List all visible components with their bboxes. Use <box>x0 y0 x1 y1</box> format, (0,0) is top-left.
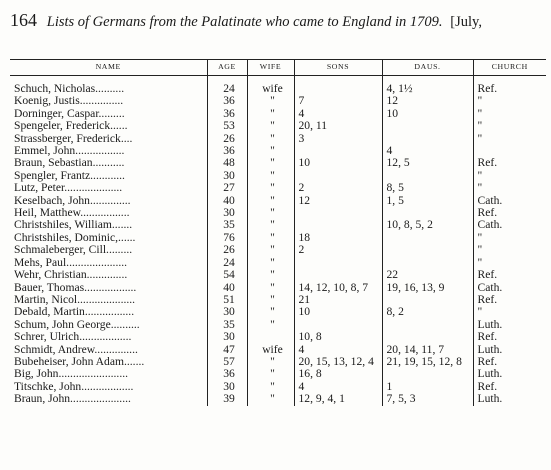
sons-cell: 7 <box>294 95 382 107</box>
age-cell: 24 <box>207 83 247 95</box>
wife-cell: wife <box>247 344 294 356</box>
wife-cell: " <box>247 157 294 169</box>
church-cell: " <box>473 133 546 145</box>
church-cell: Ref. <box>473 331 546 343</box>
sons-cell: 21 <box>294 294 382 306</box>
church-cell: Luth. <box>473 344 546 356</box>
name-cell: Debald, Martin................. <box>14 305 135 319</box>
page-title: Lists of Germans from the Palatinate who came to England in 1709. <box>46 14 443 30</box>
wife-cell: " <box>247 269 294 281</box>
church-cell: Ref. <box>473 207 546 219</box>
emigrant-table <box>10 59 546 406</box>
table-row <box>10 219 546 231</box>
wife-cell: " <box>247 282 294 294</box>
wife-cell: " <box>247 207 294 219</box>
sons-cell: 16, 8 <box>294 368 382 380</box>
table-row <box>10 244 546 256</box>
wife-cell: " <box>247 381 294 393</box>
church-cell: " <box>473 306 546 318</box>
church-cell: " <box>473 95 546 107</box>
wife-cell: " <box>247 356 294 368</box>
wife-cell: " <box>247 95 294 107</box>
church-cell: Ref. <box>473 83 546 95</box>
table-row <box>10 306 546 318</box>
table-row <box>10 269 546 281</box>
name-cell: Big, John........................ <box>14 367 129 381</box>
age-cell: 47 <box>207 344 247 356</box>
sons-cell <box>294 257 382 269</box>
wife-cell: " <box>247 294 294 306</box>
church-cell: " <box>473 244 546 256</box>
church-cell: Ref. <box>473 157 546 169</box>
age-cell: 36 <box>207 145 247 157</box>
wife-cell: " <box>247 244 294 256</box>
wife-cell: " <box>247 182 294 194</box>
daughters-cell: 1, 5 <box>382 195 473 207</box>
daughters-cell <box>382 331 473 343</box>
name-cell: Keselbach, John.............. <box>14 193 131 207</box>
church-cell: Cath. <box>473 282 546 294</box>
daughters-cell <box>382 368 473 380</box>
name-cell: Martin, Nicol.................... <box>14 292 136 306</box>
age-cell: 36 <box>207 95 247 107</box>
church-cell: Luth. <box>473 368 546 380</box>
sons-cell <box>294 269 382 281</box>
church-cell: " <box>473 232 546 244</box>
sons-cell: 4 <box>294 381 382 393</box>
age-cell: 27 <box>207 182 247 194</box>
column-header-age: AGE <box>207 60 247 76</box>
wife-cell: " <box>247 120 294 132</box>
table-row <box>10 157 546 169</box>
column-header-sons: SONS <box>294 60 382 76</box>
sons-cell <box>294 170 382 182</box>
daughters-cell: 8, 2 <box>382 306 473 318</box>
column-header-church: CHURCH <box>473 60 546 76</box>
daughters-cell <box>382 232 473 244</box>
daughters-cell: 8, 5 <box>382 182 473 194</box>
name-cell: Strassberger, Frederick.... <box>14 131 133 145</box>
age-cell: 57 <box>207 356 247 368</box>
age-cell: 48 <box>207 157 247 169</box>
age-cell: 39 <box>207 393 247 405</box>
name-cell: Schmidt, Andrew............... <box>14 342 138 356</box>
sons-cell: 2 <box>294 244 382 256</box>
table-row <box>10 182 546 194</box>
name-cell: Schmaleberger, Cill......... <box>14 243 133 257</box>
age-cell: 26 <box>207 244 247 256</box>
sons-cell: 3 <box>294 133 382 145</box>
wife-cell: " <box>247 393 294 405</box>
wife-cell <box>247 331 294 343</box>
name-cell: Koenig, Justis............... <box>14 94 124 108</box>
sons-cell: 10, 8 <box>294 331 382 343</box>
name-cell: Bubeheiser, John Adam....... <box>14 354 145 368</box>
age-cell: 53 <box>207 120 247 132</box>
name-cell: Mehs, Paul..................... <box>14 255 128 269</box>
church-cell: Cath. <box>473 219 546 231</box>
age-cell: 40 <box>207 195 247 207</box>
age-cell: 40 <box>207 282 247 294</box>
church-cell: " <box>473 182 546 194</box>
daughters-cell: 22 <box>382 269 473 281</box>
daughters-cell: 12, 5 <box>382 157 473 169</box>
age-cell: 30 <box>207 331 247 343</box>
name-cell: Braun, John..................... <box>14 392 131 406</box>
age-cell: 54 <box>207 269 247 281</box>
sons-cell: 12, 9, 4, 1 <box>294 393 382 405</box>
daughters-cell: 4, 1½ <box>382 83 473 95</box>
sons-cell: 10 <box>294 306 382 318</box>
name-cell: Braun, Sebastian........... <box>14 156 125 170</box>
age-cell: 24 <box>207 257 247 269</box>
sons-cell: 4 <box>294 344 382 356</box>
page-header <box>10 10 551 31</box>
name-cell: Schuch, Nicholas.......... <box>14 82 125 95</box>
table-row <box>10 95 546 107</box>
age-cell: 30 <box>207 381 247 393</box>
sons-cell <box>294 207 382 219</box>
sons-cell: 12 <box>294 195 382 207</box>
name-cell: Schrer, Ulrich.................. <box>14 330 132 344</box>
daughters-cell: 12 <box>382 95 473 107</box>
column-header-wife: WIFE <box>247 60 294 76</box>
wife-cell: wife <box>247 83 294 95</box>
age-cell: 30 <box>207 207 247 219</box>
name-cell: Wehr, Christian.............. <box>14 268 128 282</box>
page-number: 164 <box>10 10 37 30</box>
wife-cell: " <box>247 319 294 331</box>
church-cell: Ref. <box>473 356 546 368</box>
daughters-cell: 20, 14, 11, 7 <box>382 344 473 356</box>
daughters-cell: 21, 19, 15, 12, 8 <box>382 356 473 368</box>
name-cell: Bauer, Thomas.................. <box>14 280 137 294</box>
wife-cell: " <box>247 306 294 318</box>
wife-cell: " <box>247 368 294 380</box>
church-cell: " <box>473 257 546 269</box>
age-cell: 30 <box>207 170 247 182</box>
sons-cell: 20, 15, 13, 12, 4 <box>294 356 382 368</box>
sons-cell: 18 <box>294 232 382 244</box>
church-cell: Ref. <box>473 294 546 306</box>
wife-cell: " <box>247 170 294 182</box>
name-cell: Christshiles, William....... <box>14 218 133 232</box>
church-cell: " <box>473 120 546 132</box>
sons-cell: 4 <box>294 108 382 120</box>
church-cell: Luth. <box>473 393 546 405</box>
wife-cell: " <box>247 133 294 145</box>
age-cell: 30 <box>207 306 247 318</box>
daughters-cell <box>382 244 473 256</box>
age-cell: 35 <box>207 219 247 231</box>
wife-cell: " <box>247 232 294 244</box>
wife-cell: " <box>247 108 294 120</box>
church-cell: Luth. <box>473 319 546 331</box>
age-cell: 51 <box>207 294 247 306</box>
wife-cell: " <box>247 219 294 231</box>
table-row <box>10 368 546 380</box>
wife-cell: " <box>247 195 294 207</box>
daughters-cell: 1 <box>382 381 473 393</box>
name-cell: Lutz, Peter.................... <box>14 181 123 195</box>
sons-cell: 2 <box>294 182 382 194</box>
name-cell: Heil, Matthew................. <box>14 206 130 220</box>
name-cell: Dorninger, Caspar......... <box>14 106 125 120</box>
sons-cell <box>294 83 382 95</box>
table-row <box>10 393 546 405</box>
church-cell: Cath. <box>473 195 546 207</box>
sons-cell <box>294 219 382 231</box>
table-row <box>10 120 546 132</box>
name-cell: Titschke, John.................. <box>14 379 134 393</box>
age-cell: 36 <box>207 368 247 380</box>
wife-cell: " <box>247 145 294 157</box>
daughters-cell <box>382 319 473 331</box>
daughters-cell <box>382 120 473 132</box>
column-header-name: NAME <box>10 60 207 76</box>
name-cell: Emmel, John................. <box>14 144 125 158</box>
table-row <box>10 331 546 343</box>
church-cell: Ref. <box>473 269 546 281</box>
daughters-cell <box>382 133 473 145</box>
church-cell: Ref. <box>473 381 546 393</box>
table-header-row <box>10 60 546 76</box>
church-cell: " <box>473 108 546 120</box>
age-cell: 36 <box>207 108 247 120</box>
church-cell: " <box>473 170 546 182</box>
name-cell: Spengeler, Frederick...... <box>14 119 128 133</box>
wife-cell: " <box>247 257 294 269</box>
column-header-daus: DAUS. <box>382 60 473 76</box>
age-cell: 26 <box>207 133 247 145</box>
age-cell: 76 <box>207 232 247 244</box>
daughters-cell: 4 <box>382 145 473 157</box>
daughters-cell: 10 <box>382 108 473 120</box>
name-cell: Spengler, Frantz............ <box>14 168 125 182</box>
daughters-cell: 7, 5, 3 <box>382 393 473 405</box>
name-cell: Christshiles, Dominic,...... <box>14 230 136 244</box>
page-title-suffix: [July, <box>450 14 482 30</box>
name-cell: Schum, John George.......... <box>14 317 140 331</box>
sons-cell: 20, 11 <box>294 120 382 132</box>
daughters-cell: 10, 8, 5, 2 <box>382 219 473 231</box>
sons-cell: 10 <box>294 157 382 169</box>
table-body <box>10 76 546 406</box>
sons-cell: 14, 12, 10, 8, 7 <box>294 282 382 294</box>
age-cell: 35 <box>207 319 247 331</box>
daughters-cell: 19, 16, 13, 9 <box>382 282 473 294</box>
